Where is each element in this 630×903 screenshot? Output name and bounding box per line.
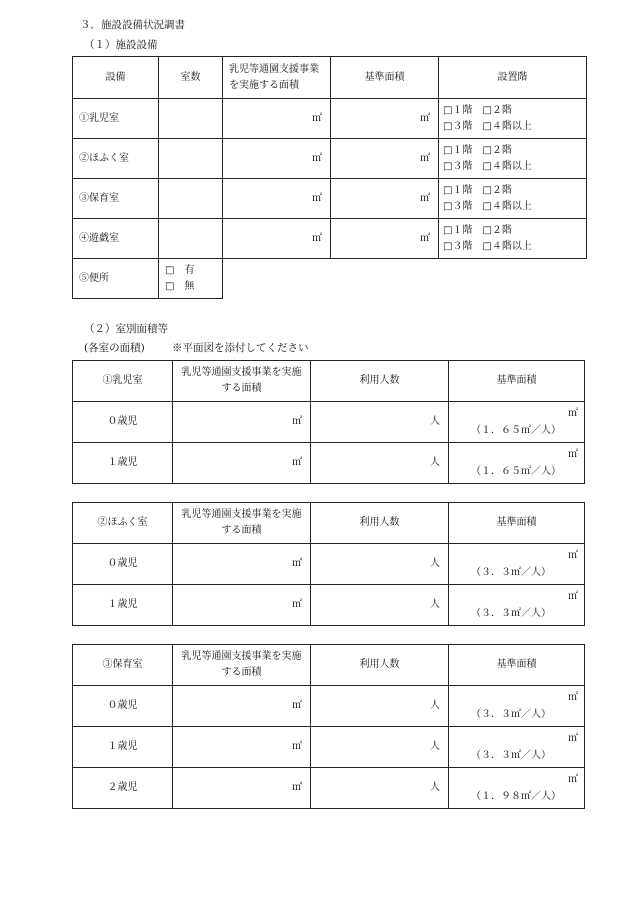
standard-unit: ㎡ [568, 449, 578, 460]
age-label: ０歳児 [73, 402, 173, 443]
room-table-header [73, 361, 585, 402]
users-input-cell[interactable]: 人 [311, 402, 449, 443]
floor-options-line2[interactable]: □３階 □４階以上 [443, 120, 532, 132]
standard-area-cell[interactable] [449, 585, 585, 626]
header-service-area: 乳児等通園支援事業を実施する面積 [173, 645, 311, 686]
standard-rate: （３．３㎡／人） [471, 566, 551, 578]
standard-unit: ㎡ [568, 591, 578, 602]
table-row [73, 443, 585, 484]
users-input-cell[interactable]: 人 [311, 585, 449, 626]
header-room-count: 室数 [159, 57, 223, 99]
service-area-cell[interactable]: ㎡ [223, 99, 331, 139]
age-label: １歳児 [73, 585, 173, 626]
floor-options-line2[interactable]: □３階 □４階以上 [443, 200, 532, 212]
table-row [73, 544, 585, 585]
standard-area-cell[interactable]: ㎡ [331, 219, 439, 259]
table-row-toilet [73, 259, 587, 299]
table-row [73, 402, 585, 443]
table-row [73, 768, 585, 809]
standard-area-cell[interactable] [449, 544, 585, 585]
floor-options-line1[interactable]: □１階 □２階 [443, 225, 512, 236]
standard-rate: （３．３㎡／人） [471, 607, 551, 619]
users-input-cell[interactable]: 人 [311, 686, 449, 727]
room-count-cell[interactable] [159, 219, 223, 259]
table-row [73, 686, 585, 727]
header-standard-area: 基準面積 [331, 57, 439, 99]
subsection-title-room-area: （２）室別面積等 [84, 323, 168, 335]
age-label: ０歳児 [73, 686, 173, 727]
table-row [73, 179, 587, 219]
room-table-nursery [72, 644, 585, 809]
header-floor: 設置階 [439, 57, 587, 99]
area-input-cell[interactable]: ㎡ [173, 585, 311, 626]
room-title: ①乳児室 [73, 361, 173, 402]
room-count-cell[interactable] [159, 99, 223, 139]
room-table-crawling [72, 502, 585, 626]
header-standard-area: 基準面積 [449, 361, 585, 402]
table-row [73, 139, 587, 179]
standard-area-cell[interactable]: ㎡ [331, 99, 439, 139]
toilet-option-yes[interactable]: □ 有 [165, 265, 195, 276]
table-row [73, 219, 587, 259]
room-table-header [73, 503, 585, 544]
header-service-area: 乳児等通園支援事業を実施する面積 [173, 361, 311, 402]
room-area-note-label: (各室の面積) [84, 342, 145, 354]
service-area-cell[interactable]: ㎡ [223, 179, 331, 219]
users-input-cell[interactable]: 人 [311, 544, 449, 585]
header-users: 利用人数 [311, 503, 449, 544]
table-row [73, 99, 587, 139]
room-title: ②ほふく室 [73, 503, 173, 544]
facilities-header-row [73, 57, 587, 99]
standard-area-cell[interactable] [449, 727, 585, 768]
facility-name: ⑤便所 [73, 259, 159, 299]
floor-options-line1[interactable]: □１階 □２階 [443, 105, 512, 116]
users-input-cell[interactable]: 人 [311, 443, 449, 484]
header-users: 利用人数 [311, 361, 449, 402]
header-service-area: 乳児等通園支援事業を実施する面積 [173, 503, 311, 544]
facilities-table [72, 56, 587, 299]
facility-name: ③保育室 [73, 179, 159, 219]
facility-name: ②ほふく室 [73, 139, 159, 179]
age-label: ２歳児 [73, 768, 173, 809]
room-table-header [73, 645, 585, 686]
users-input-cell[interactable]: 人 [311, 727, 449, 768]
floor-checkboxes[interactable] [439, 139, 587, 179]
standard-rate: （１．６５㎡／人） [471, 465, 561, 477]
area-input-cell[interactable]: ㎡ [173, 443, 311, 484]
floor-options-line2[interactable]: □３階 □４階以上 [443, 160, 532, 172]
standard-unit: ㎡ [568, 550, 578, 561]
standard-rate: （１．６５㎡／人） [471, 424, 561, 436]
area-input-cell[interactable]: ㎡ [173, 727, 311, 768]
facility-name: ①乳児室 [73, 99, 159, 139]
room-count-cell[interactable] [159, 179, 223, 219]
section-title: ３．施設設備状況調書 [80, 19, 185, 31]
standard-rate: （３．３㎡／人） [471, 708, 551, 720]
toilet-checkboxes[interactable] [159, 259, 223, 299]
area-input-cell[interactable]: ㎡ [173, 768, 311, 809]
standard-unit: ㎡ [568, 692, 578, 703]
standard-unit: ㎡ [568, 774, 578, 785]
standard-area-cell[interactable]: ㎡ [331, 179, 439, 219]
toilet-option-no[interactable]: □ 無 [165, 280, 195, 292]
floor-checkboxes[interactable] [439, 99, 587, 139]
standard-area-cell[interactable] [449, 686, 585, 727]
room-count-cell[interactable] [159, 139, 223, 179]
standard-area-cell[interactable] [449, 768, 585, 809]
floor-options-line2[interactable]: □３階 □４階以上 [443, 240, 532, 252]
header-standard-area: 基準面積 [449, 645, 585, 686]
standard-area-cell[interactable]: ㎡ [331, 139, 439, 179]
area-input-cell[interactable]: ㎡ [173, 686, 311, 727]
standard-area-cell[interactable] [449, 443, 585, 484]
facility-name: ④遊戯室 [73, 219, 159, 259]
floor-options-line1[interactable]: □１階 □２階 [443, 145, 512, 156]
floor-plan-note: ※平面図を添付してください [172, 342, 309, 354]
standard-unit: ㎡ [568, 408, 578, 419]
subsection-title-facilities: （１）施設設備 [84, 39, 158, 51]
standard-rate: （３．３㎡／人） [471, 749, 551, 761]
standard-rate: （１．９８㎡／人） [471, 790, 561, 802]
floor-options-line1[interactable]: □１階 □２階 [443, 185, 512, 196]
header-users: 利用人数 [311, 645, 449, 686]
room-title: ③保育室 [73, 645, 173, 686]
standard-area-cell[interactable] [449, 402, 585, 443]
standard-unit: ㎡ [568, 733, 578, 744]
service-area-cell[interactable]: ㎡ [223, 139, 331, 179]
room-table-infant [72, 360, 585, 484]
header-facility: 設備 [73, 57, 159, 99]
area-input-cell[interactable]: ㎡ [173, 544, 311, 585]
age-label: ０歳児 [73, 544, 173, 585]
age-label: １歳児 [73, 443, 173, 484]
service-area-cell[interactable]: ㎡ [223, 219, 331, 259]
floor-checkboxes[interactable] [439, 179, 587, 219]
users-input-cell[interactable]: 人 [311, 768, 449, 809]
area-input-cell[interactable]: ㎡ [173, 402, 311, 443]
header-service-area: 乳児等通園支援事業を実施する面積 [223, 57, 331, 99]
floor-checkboxes[interactable] [439, 219, 587, 259]
table-row [73, 727, 585, 768]
header-standard-area: 基準面積 [449, 503, 585, 544]
age-label: １歳児 [73, 727, 173, 768]
table-row [73, 585, 585, 626]
